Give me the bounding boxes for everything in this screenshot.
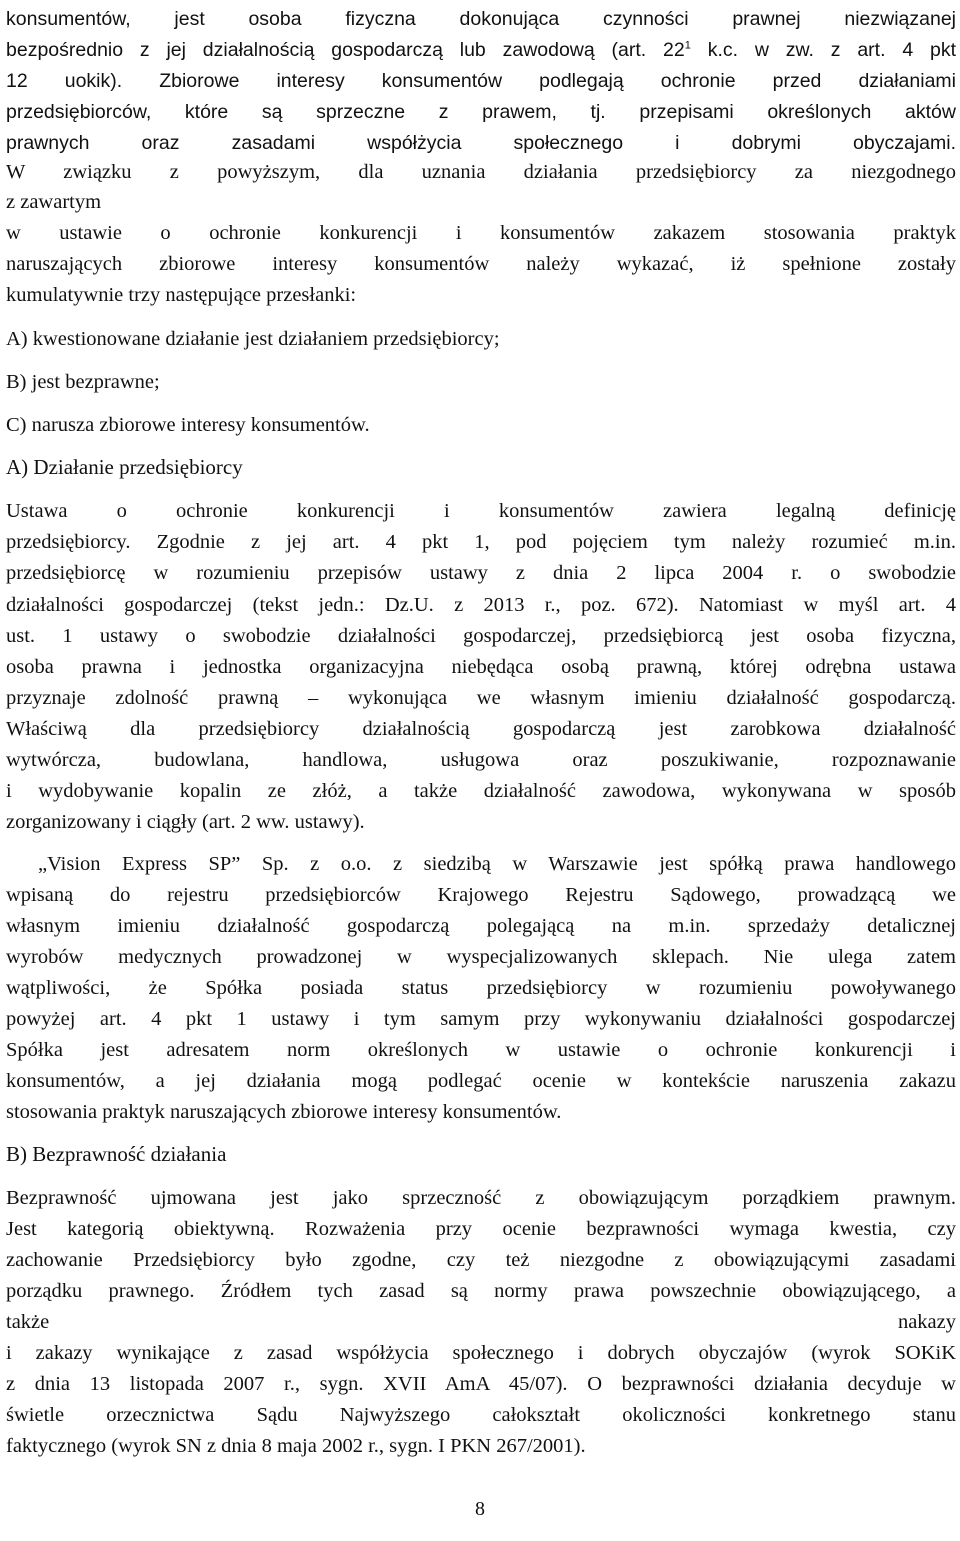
text-line: konsumentów, jest osoba fizyczna dokonująca czynności prawnej niezwiązanej — [6, 8, 956, 30]
text-line: porządku prawnego. Źródłem tych zasad są normy prawa powszechnie obowiązującego, a — [6, 1280, 956, 1302]
text-line: przedsiębiorcy. Zgodnie z jej art. 4 pkt 1, pod pojęciem tym należy rozumieć m.in. — [6, 531, 956, 553]
text-line: kumulatywnie trzy następujące przesłanki: — [6, 284, 357, 306]
text-line: wyrobów medycznych prowadzonej w wyspecjalizowanych sklepach. Nie ulega zatem — [6, 946, 956, 968]
text-line: Właściwą dla przedsiębiorcy działalnością gospodarczą jest zarobkowa działalność — [6, 718, 956, 740]
text-line: w ustawie o ochronie konkurencji i konsumentów zakazem stosowania praktyk — [6, 222, 956, 244]
text-line: przedsiębiorców, które są sprzeczne z prawem, tj. przepisami określonych aktów — [6, 101, 956, 123]
text-line: ust. 1 ustawy o swobodzie działalności gospodarczej, przedsiębiorcą jest osoba fizyczna, — [6, 625, 956, 647]
text-line: działalności gospodarczej (tekst jedn.: Dz.U. z 2013 r., poz. 672). Natomiast w myśl art. 4 — [6, 594, 956, 616]
text-line: zachowanie Przedsiębiorcy było zgodne, czy też niezgodne z obowiązującymi zasadami — [6, 1249, 956, 1271]
text-line: Ustawa o ochronie konkurencji i konsumentów zawiera legalną definicję — [6, 500, 956, 522]
text-line: 12 uokik). Zbiorowe interesy konsumentów podlegają ochronie przed działaniami — [6, 70, 956, 92]
text-line: W związku z powyższym, dla uznania działania przedsiębiorcy za niezgodnego — [6, 161, 956, 183]
text-line: prawnych oraz zasadami współżycia społecznego i dobrymi obyczajami. — [6, 132, 956, 154]
list-item: A) kwestionowane działanie jest działaniem przedsiębiorcy; — [6, 328, 500, 350]
text-line: wątpliwości, że Spółka posiada status przedsiębiorcy w rozumieniu powoływanego — [6, 977, 956, 999]
text-line: przyznaje zdolność prawną – wykonująca we własnym imieniu działalność gospodarczą. — [6, 687, 956, 709]
text-line: konsumentów, a jej działania mogą podlegać ocenie w kontekście naruszenia zakazu — [6, 1070, 956, 1092]
list-item: C) narusza zbiorowe interesy konsumentów. — [6, 414, 370, 436]
section-heading: A) Działanie przedsiębiorcy — [6, 455, 243, 479]
section-heading: B) Bezprawność działania — [6, 1142, 227, 1166]
text-line: Spółka jest adresatem norm określonych w ustawie o ochronie konkurencji i — [6, 1039, 956, 1061]
text-line: Jest kategorią obiektywną. Rozważenia przy ocenie bezprawności wymaga kwestia, czy — [6, 1218, 956, 1240]
text-line: wpisaną do rejestru przedsiębiorców Krajowego Rejestru Sądowego, prowadzącą we — [6, 884, 956, 906]
text-line: świetle orzecznictwa Sądu Najwyższego całokształt okoliczności konkretnego stanu — [6, 1404, 956, 1426]
text-line: własnym imieniu działalność gospodarczą polegającą na m.in. sprzedaży detalicznej — [6, 915, 956, 937]
text-line: stosowania praktyk naruszających zbiorowe interesy konsumentów. — [6, 1101, 562, 1123]
text-line: naruszających zbiorowe interesy konsumentów należy wykazać, iż spełnione zostały — [6, 253, 956, 275]
text-line: i zakazy wynikające z zasad współżycia społecznego i dobrych obyczajów (wyrok SOKiK — [6, 1342, 956, 1364]
text-line: Bezprawność ujmowana jest jako sprzeczność z obowiązującym porządkiem prawnym. — [6, 1187, 956, 1209]
text-line: także nakazy — [6, 1311, 956, 1333]
list-item: B) jest bezprawne; — [6, 371, 160, 393]
text-line: faktycznego (wyrok SN z dnia 8 maja 2002 r., sygn. I PKN 267/2001). — [6, 1435, 586, 1457]
text-line: „Vision Express SP” Sp. z o.o. z siedzibą w Warszawie jest spółką prawa handlowego — [38, 853, 956, 875]
text-segment: bezpośrednio z jej działalnością gospodarczą lub zawodową (art. $22^1$ k.c. w zw. z art. 4 pkt — [6, 39, 956, 61]
text-line: z dnia 13 listopada 2007 r., sygn. XVII AmA 45/07). O bezprawności działania decyduje w — [6, 1373, 956, 1395]
text-line — [6, 35, 956, 65]
text-line: zorganizowany i ciągły (art. 2 ww. ustawy). — [6, 811, 365, 833]
text-line: wytwórcza, budowlana, handlowa, usługowa oraz poszukiwanie, rozpoznawanie — [6, 749, 956, 771]
text-line: osoba prawna i jednostka organizacyjna niebędąca osobą prawną, której odrębna ustawa — [6, 656, 956, 678]
page-number: 8 — [475, 1498, 485, 1520]
text-line: z zawartym — [6, 191, 102, 213]
text-line: i wydobywanie kopalin ze złóż, a także działalność zawodowa, wykonywana w sposób — [6, 780, 956, 802]
text-line: powyżej art. 4 pkt 1 ustawy i tym samym przy wykonywaniu działalności gospodarczej — [6, 1008, 956, 1030]
text-line: przedsiębiorcę w rozumieniu przepisów ustawy z dnia 2 lipca 2004 r. o swobodzie — [6, 562, 956, 584]
